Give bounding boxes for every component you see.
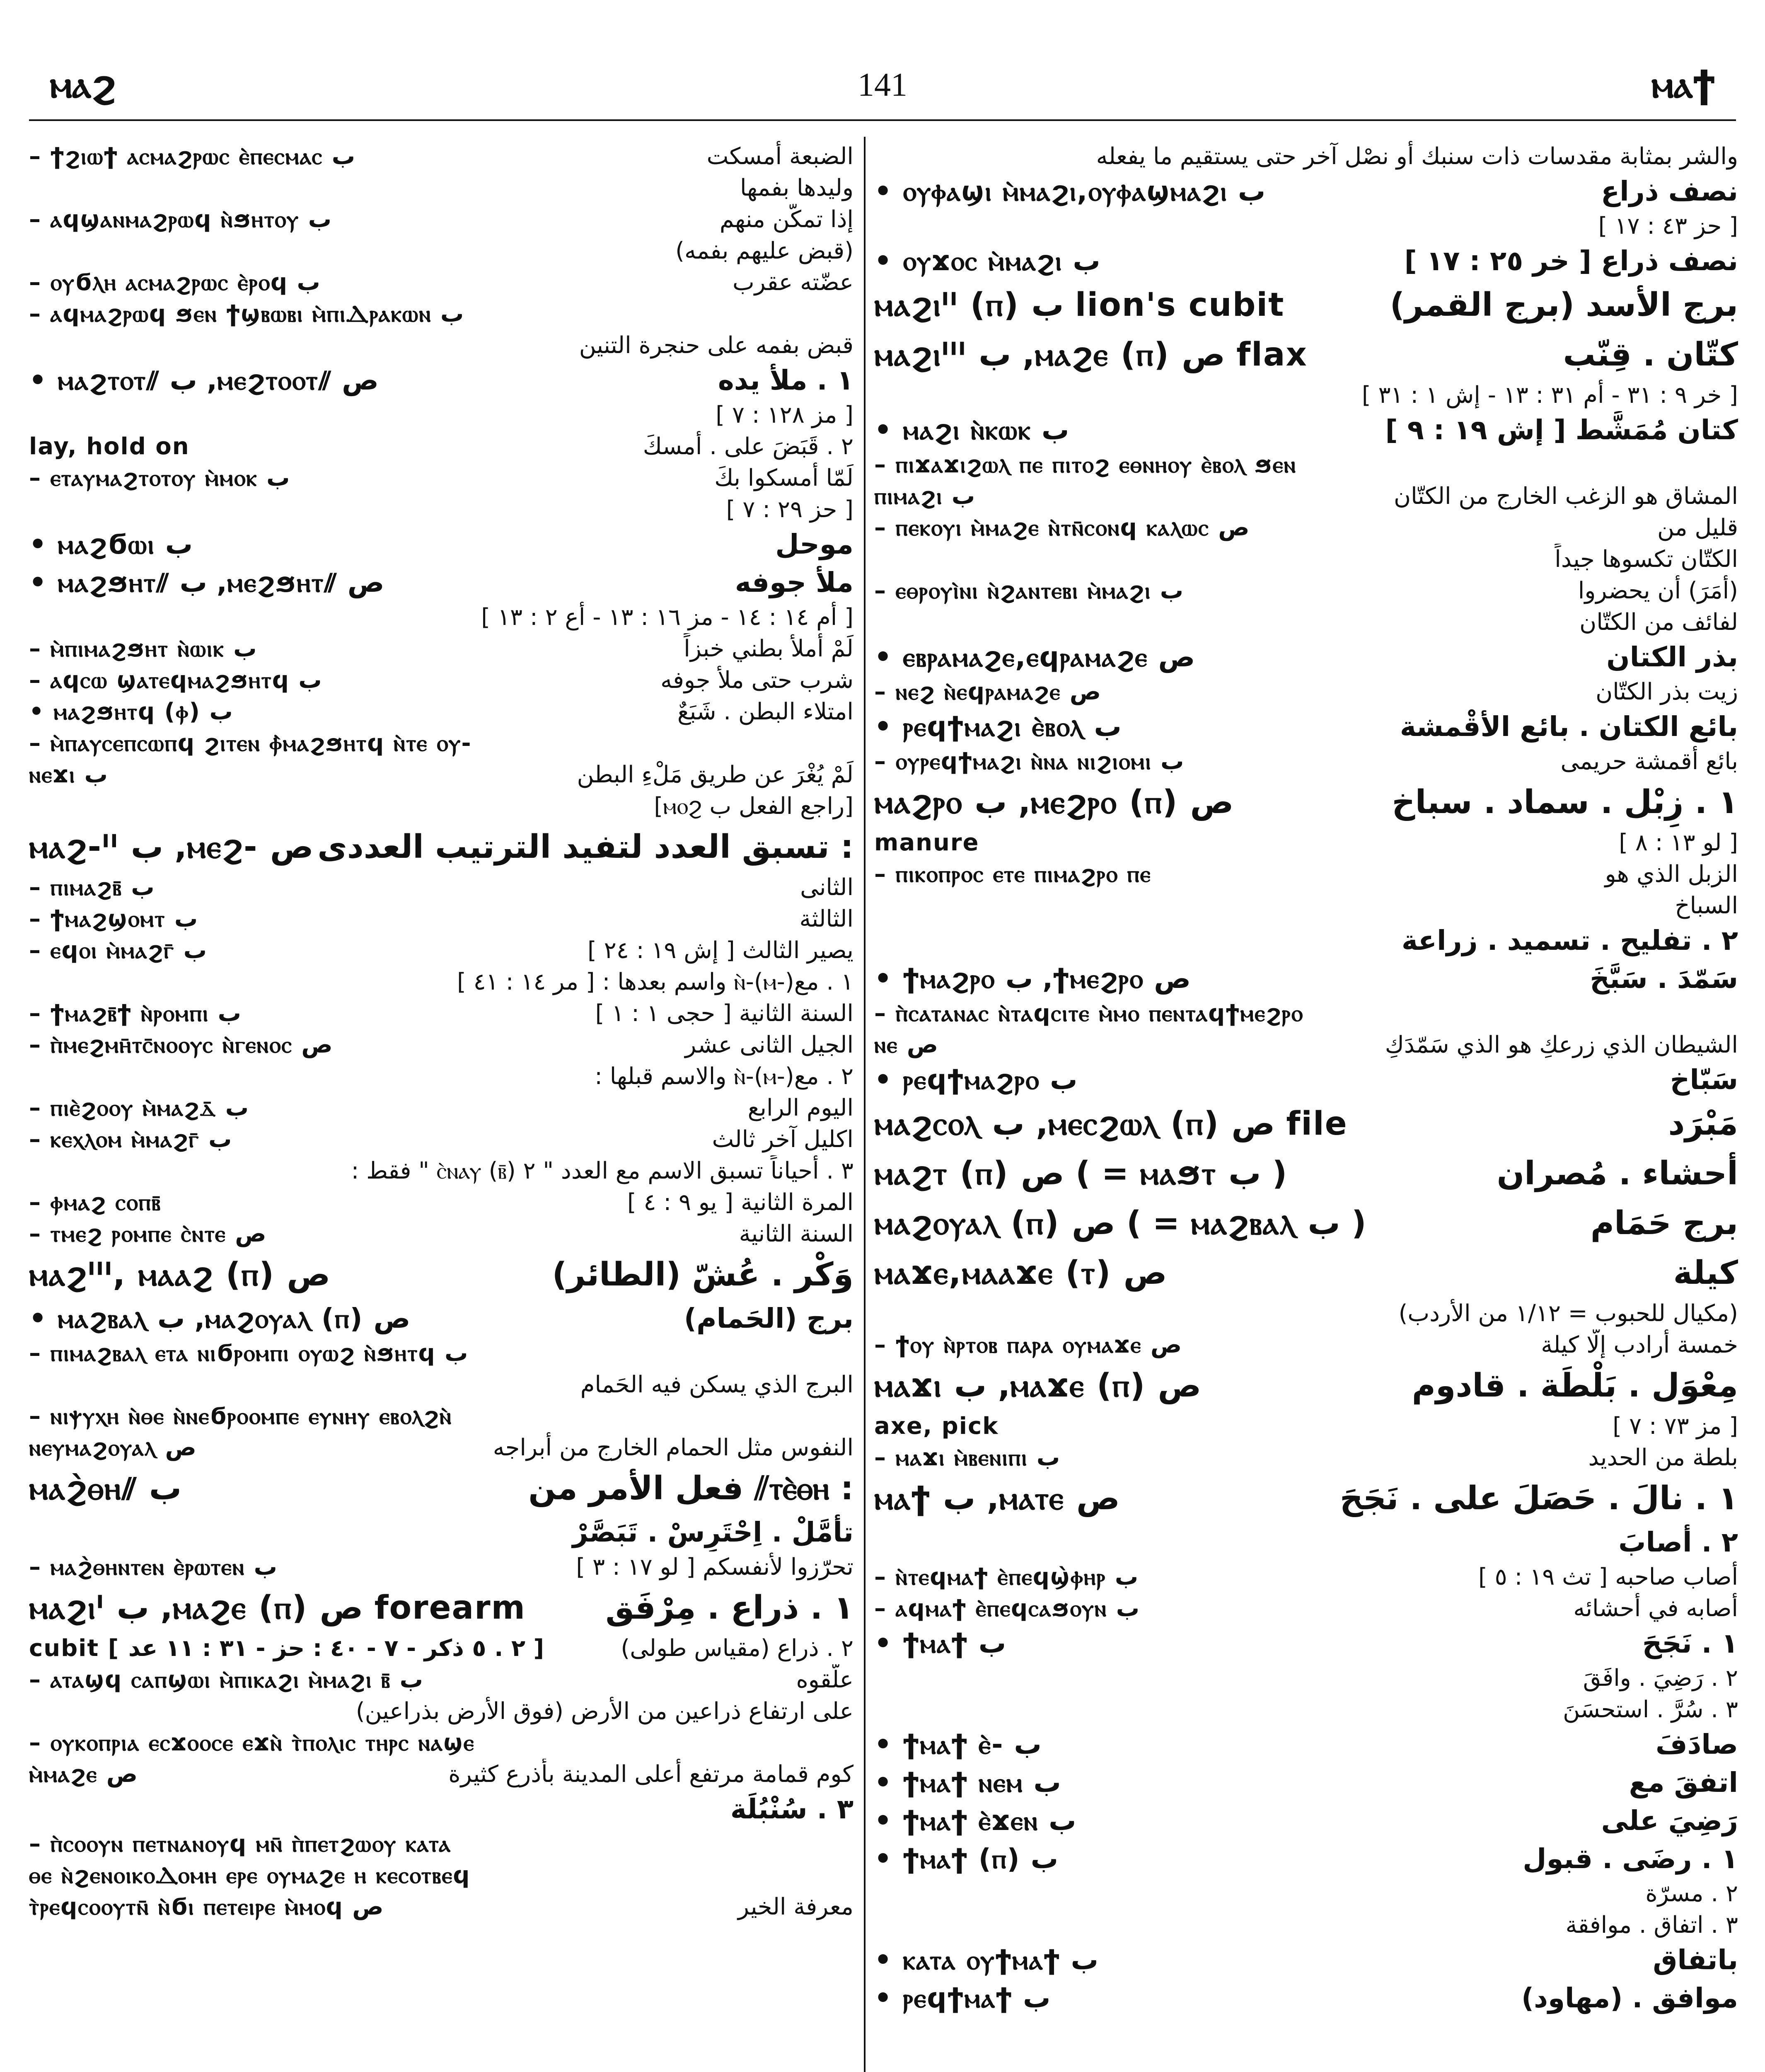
entry-line — [29, 633, 853, 665]
entry-line — [874, 746, 1738, 777]
coptic-text: • ⲙⲁϩϭⲱⲓ ب — [29, 528, 193, 560]
coptic-text: • ⲣⲉϥϯⲙⲁϩⲓ ⲉ̀ⲃⲟⲗ ب — [874, 711, 1122, 743]
entry-line — [29, 330, 853, 361]
arabic-text: ٢ . تفليح . تسميد . زراعة — [1401, 925, 1738, 956]
arabic-text: بذر الكتان — [1606, 641, 1738, 673]
coptic-text: – ⲡ̀ⲙⲉϩⲙⲏ̄ⲧⲥ̄ⲛⲟⲟⲩⲥ ⲛ̀ⲅⲉⲛⲟⲥ ص — [29, 1031, 333, 1058]
entry-line — [29, 1828, 853, 1860]
entry-line — [874, 859, 1738, 890]
arabic-text: ١ . مع(-ⲙ)-ⲛ̀ واسم بعدها : [ مر ١٤ : ٤١ ] — [457, 968, 853, 995]
arabic-text: اتفقَ مع — [1629, 1767, 1738, 1798]
arabic-text: مَبْرَد — [1668, 1105, 1738, 1143]
entry-line — [874, 280, 1738, 330]
entry-line — [874, 827, 1738, 859]
entry-line — [874, 1979, 1738, 2017]
entry-line — [29, 235, 853, 267]
entry-line — [874, 544, 1738, 575]
entry-line — [874, 330, 1738, 380]
coptic-text: – ⲁϥⲙⲁϯ ⲉ̀ⲡⲉϥⲥⲁϧⲟⲩⲛ ب — [874, 1595, 1139, 1622]
entry-line — [874, 141, 1738, 172]
arabic-text: ٣ . اتفاق . موافقة — [1565, 1912, 1738, 1939]
coptic-text: • ϯⲙⲁϯ ⲉ̀ϫⲉⲛ ب — [874, 1805, 1076, 1837]
page-number: 141 — [858, 67, 907, 103]
entry-line — [874, 1061, 1738, 1099]
entry-line — [29, 399, 853, 431]
arabic-text: خمسة أرادب إلّا كيلة — [1541, 1331, 1738, 1358]
arabic-text: [ مز ٧٣ : ٧ ] — [1613, 1413, 1738, 1440]
arabic-text: [راجع الفعل ب ⲙⲟϩ] — [654, 793, 853, 820]
coptic-text: – ⲉϥⲟⲓ ⲙ̀ⲙⲁϩⲅ̄ ب — [29, 937, 207, 964]
header-right-guide-word: ⲙⲁϯ — [1651, 62, 1715, 107]
arabic-text: الكتّان تكسوها جيداً — [1555, 546, 1738, 573]
arabic-text: الضبعة أمسكت — [706, 143, 853, 170]
coptic-text: – ⲁⲧⲁϣϥ ⲥⲁⲡϣⲱⲓ ⲙ̀ⲡⲓⲕⲁϩⲓ ⲙ̀ⲙⲁϩⲓ ⲃ̄ ب — [29, 1666, 423, 1693]
entry-line — [29, 1124, 853, 1155]
entry-line — [29, 728, 853, 759]
arabic-text: نصف ذراع [ خر ٢٥ : ١٧ ] — [1404, 245, 1738, 277]
entry-line — [874, 1099, 1738, 1149]
arabic-text: اليوم الرابع — [747, 1094, 853, 1121]
entry-line — [874, 960, 1738, 998]
arabic-text: موحل — [775, 528, 853, 560]
arabic-text: والشر بمثابة مقدسات ذات سنبك أو نصْل آخر حتى يستقيم ما يفعله — [1096, 143, 1738, 170]
entry-line — [874, 1878, 1738, 1910]
coptic-text: – ⲁϥⲥⲱ ϣⲁⲧⲉϥⲙⲁϩϧⲏⲧϥ ب — [29, 667, 322, 694]
entry-line — [29, 564, 853, 602]
coptic-text: manure — [874, 829, 979, 856]
arabic-text: ١ . رضَى . قبول — [1523, 1843, 1738, 1875]
arabic-text: صادَفَ — [1655, 1728, 1738, 1760]
coptic-text: ⲛⲉⲩⲙⲁϩⲟⲩⲁⲗ ص — [29, 1434, 196, 1461]
coptic-text: ⲙⲁϩ-ᴵᴵ ب ,ⲙⲉϩ- ص — [29, 828, 314, 866]
entry-line — [874, 512, 1738, 544]
coptic-text: – ⲉⲧⲁⲩⲙⲁϩⲧⲟⲧⲟⲩ ⲙ̀ⲙⲟⲕ ب — [29, 465, 290, 491]
coptic-text: ⲙⲁϩⲟⲩⲁⲗ (ⲡ) ص ( = ⲙⲁϩⲃⲁⲗ ب ) — [874, 1205, 1366, 1242]
arabic-text: سَبّاخ — [1670, 1064, 1738, 1096]
arabic-text: اكليل آخر ثالث — [712, 1126, 853, 1153]
arabic-text: ٢ . أصابَ — [1618, 1526, 1738, 1558]
arabic-text: شرب حتى ملأ جوفه — [660, 667, 853, 694]
entry-line — [29, 935, 853, 966]
arabic-text: [ أم ١٤ : ١٤ - مز ١٦ : ١٣ - أع ٢ : ١٣ ] — [481, 604, 853, 631]
entry-line — [29, 1583, 853, 1633]
arabic-text: علّقوه — [796, 1666, 853, 1693]
coptic-text: ⲙⲁϩⲥⲟⲗ ب ,ⲙⲉⲥϩⲱⲗ (ⲡ) ص file — [874, 1105, 1348, 1143]
entry-line — [29, 298, 853, 330]
arabic-text: ١ . نالَ . حَصَلَ على . نَجَحَ — [1339, 1480, 1738, 1517]
coptic-text: – ⲡⲉⲕⲟⲩⲓ ⲙ̀ⲙⲁϩⲉ ⲛ̀ⲧⲛ̄ⲥⲟⲛϥ ⲕⲁⲗⲱⲥ ص — [874, 514, 1250, 541]
entry-line — [874, 411, 1738, 449]
entry-line — [874, 1910, 1738, 1941]
coptic-text: – ϯⲙⲁϩⲃ̄ϯ ⲛ̀ⲣⲟⲙⲡⲓ ب — [29, 1000, 241, 1027]
arabic-text: ٢ . رَضِيَ . وافَقَ — [1583, 1665, 1738, 1692]
entry-line — [874, 575, 1738, 607]
coptic-text: • ⲙⲁϩⲧⲟⲧ⫽ ب ,ⲙⲉϩⲧⲟⲟⲧ⫽ ص — [29, 364, 379, 396]
arabic-text: الزبل الذي هو — [1605, 861, 1738, 888]
arabic-text: بائع الكتان . بائع الأقْمشة — [1400, 711, 1738, 743]
coptic-text: ⲙⲁϩⲓᴵ ب ,ⲙⲁϩⲉ (ⲡ) ص forearm — [29, 1589, 526, 1627]
coptic-text: – ⲡ̀ⲥⲁⲧⲁⲛⲁⲥ ⲛ̀ⲧⲁϥⲥⲓⲧⲉ ⲙ̀ⲙⲟ ⲡⲉⲛⲧⲁϥϯⲙⲉϩⲣⲟ — [874, 1000, 1303, 1027]
entry-line — [874, 1523, 1738, 1561]
entry-line — [29, 1891, 853, 1923]
entry-line — [874, 922, 1738, 960]
arabic-text: ٢ . مع(-ⲙ)-ⲛ̀ والاسم قبلها : — [595, 1063, 853, 1090]
coptic-text: – ⲙ̀ⲡⲁⲩⲥⲉⲡⲥⲱⲡϥ ϩⲓⲧⲉⲛ ⲫ̀ⲙⲁϩϧⲏⲧϥ ⲛ̀ⲧⲉ ⲟⲩ- — [29, 730, 472, 757]
arabic-text: [ لو ١٣ : ٨ ] — [1619, 829, 1738, 856]
coptic-text: ⲙⲁϫⲉ,ⲙⲁⲁϫⲉ (ⲧ) ص — [874, 1254, 1167, 1292]
arabic-text: ٣ . سُرَّ . استحسَنَ — [1563, 1696, 1738, 1723]
arabic-text: ٣ . سُنْبُلَة — [730, 1793, 853, 1825]
entry-line — [29, 602, 853, 633]
arabic-text: باتفاق — [1653, 1944, 1738, 1976]
arabic-text: الشيطان الذي زرعكِ هو الذي سَمّدَكِ — [1385, 1031, 1738, 1058]
entry-line — [874, 890, 1738, 922]
entry-line — [29, 494, 853, 525]
entry-line — [29, 267, 853, 298]
entry-line — [874, 1593, 1738, 1624]
entry-line — [874, 380, 1738, 411]
entry-line — [29, 696, 853, 728]
entry-line — [874, 1329, 1738, 1361]
arabic-text: كتان مُمَشَّط [ إش ١٩ : ٩ ] — [1385, 414, 1738, 446]
left-column — [29, 141, 853, 2072]
entry-line — [29, 462, 853, 494]
arabic-text: معرفة الخير — [737, 1893, 853, 1920]
coptic-text: – ⲡⲓⲙⲁϩⲃⲁⲗ ⲉⲧⲁ ⲛⲓϭⲣⲟⲙⲡⲓ ⲟⲩⲱϩ ⲛ̀ϧⲏⲧϥ ب — [29, 1340, 468, 1367]
arabic-text: مِعْوَل . بَلْطَة . قادوم — [1412, 1367, 1738, 1404]
entry-line — [29, 1633, 853, 1664]
coptic-text: axe, pick — [874, 1413, 999, 1440]
coptic-text: • ϯⲙⲁϩⲣⲟ ب ,ϯⲙⲉϩⲣⲟ ص — [874, 963, 1191, 995]
coptic-text: – ⲡⲓⲙⲁϩⲃ̄ ب — [29, 874, 155, 901]
entry-line — [874, 1474, 1738, 1523]
arabic-text: أحشاء . مُصران — [1497, 1155, 1738, 1192]
coptic-text: ⲙⲁϩⲧ (ⲡ) ص ( = ⲙⲁϧⲧ ب ) — [874, 1155, 1287, 1192]
entry-line — [29, 822, 853, 872]
arabic-text: عضّته عقرب — [732, 269, 853, 296]
entry-line — [29, 1092, 853, 1124]
coptic-text: – ⲡ̀ⲥⲟⲟⲩⲛ ⲡⲉⲧⲛⲁⲛⲟⲩϥ ⲙⲛ̄ ⲡ̀ⲡⲉⲧϩⲱⲟⲩ ⲕⲁⲧⲁ — [29, 1830, 452, 1857]
arabic-text: ١ . ملأ يده — [718, 364, 853, 396]
entry-line — [874, 1941, 1738, 1979]
entry-line — [29, 791, 853, 822]
entry-line — [29, 1401, 853, 1432]
arabic-text: الثالثة — [799, 905, 853, 932]
entry-line — [874, 1149, 1738, 1198]
entry-line — [874, 1248, 1738, 1298]
entry-line — [874, 1840, 1738, 1878]
coptic-text: – ⲛⲉϩ ⲛ̀ⲉϥⲣⲁⲙⲁϩⲉ ص — [874, 678, 1101, 705]
arabic-text: ١ . زِبْل . سماد . سباخ — [1392, 784, 1738, 821]
entry-line — [874, 1361, 1738, 1411]
entry-line — [874, 607, 1738, 638]
coptic-text: • ϯⲙⲁϯ (ⲡ) ب — [874, 1843, 1059, 1875]
entry-line — [29, 204, 853, 235]
coptic-text: ⲙⲁϩ̀ⲑⲏ⫽ ب — [29, 1470, 182, 1507]
right-column — [874, 141, 1738, 2072]
coptic-text: ⲧ̀ⲣⲉϥⲥⲟⲟⲩⲧⲛ̄ ⲛ̀ϭⲓ ⲡⲉⲧⲉⲓⲣⲉ ⲙ̀ⲙⲟϥ ص — [29, 1893, 384, 1920]
coptic-text: • ⲉⲃⲣⲁⲙⲁϩⲉ,ⲉϥⲣⲁⲙⲁϩⲉ ص — [874, 641, 1195, 673]
arabic-text: النفوس مثل الحمام الخارج من أبراجه — [493, 1434, 853, 1461]
entry-line — [29, 1338, 853, 1369]
arabic-text: رَضِيَ على — [1601, 1805, 1738, 1837]
coptic-text: – ϯⲟⲩ ⲛ̀ⲣⲧⲟⲃ ⲡⲁⲣⲁ ⲟⲩⲙⲁϫⲉ ص — [874, 1331, 1182, 1358]
arabic-text: المرة الثانية [ يو ٩ : ٤ ] — [627, 1189, 853, 1216]
entry-line — [874, 676, 1738, 708]
entry-line — [29, 1513, 853, 1552]
coptic-text: • ⲙⲁϩⲃⲁⲗ ب ,ⲙⲁϩⲟⲩⲁⲗ (ⲡ) ص — [29, 1302, 411, 1334]
entry-line — [874, 777, 1738, 827]
arabic-text: السنة الثانية [ حجى ١ : ١ ] — [595, 1000, 853, 1027]
coptic-text: • ⲣⲉϥϯⲙⲁϯ ب — [874, 1982, 1051, 2014]
arabic-text: أصاب صاحبه [ تث ١٩ : ٥ ] — [1478, 1564, 1738, 1590]
arabic-text: كتّان . قِنّب — [1563, 336, 1738, 373]
entry-line — [29, 1727, 853, 1759]
arabic-text: على ارتفاع ذراعين من الأرض (فوق الأرض بذراعين) — [355, 1698, 853, 1725]
entry-line — [29, 1218, 853, 1250]
entry-line — [874, 481, 1738, 512]
coptic-text: ⲛⲉ ص — [874, 1031, 938, 1058]
arabic-text: ٣ . أحياناً تسبق الاسم مع العدد " ٢ (ⲃ̄) ⲥ̀ⲛⲁⲩ " فقط : — [351, 1157, 853, 1184]
arabic-text: كوم قمامة مرتفع أعلى المدينة بأذرع كثيرة — [448, 1761, 853, 1788]
entry-line — [29, 1759, 853, 1790]
arabic-text: إذا تمكّن منهم — [719, 206, 853, 233]
arabic-text: ٢ . قَبَضَ على . أمسكَ — [643, 433, 853, 460]
arabic-text: بائع أقمشة حريمى — [1560, 748, 1738, 775]
entry-line — [29, 966, 853, 998]
entry-line — [29, 1696, 853, 1727]
entry-line — [29, 1155, 853, 1187]
entry-line — [29, 1187, 853, 1218]
entry-line — [874, 1764, 1738, 1802]
entry-line — [874, 1298, 1738, 1329]
arabic-text: كيلة — [1673, 1254, 1738, 1292]
arabic-text: : ⲧⲉ̀ⲑⲏ⫽ فعل الأمر من — [528, 1470, 853, 1507]
coptic-text: • ϯⲙⲁϯ ⲉ̀- ب — [874, 1728, 1042, 1760]
coptic-text: • ϯⲙⲁϯ ⲛⲉⲙ ب — [874, 1767, 1061, 1798]
entry-line — [874, 1411, 1738, 1442]
coptic-text: • ⲙⲁϩϧⲏⲧϥ (ⲫ) ب — [29, 698, 233, 725]
entry-line — [29, 903, 853, 935]
entry-line — [874, 449, 1738, 481]
arabic-text: ٢ . ذراع (مقياس طولى) — [621, 1635, 853, 1662]
arabic-text: [ حز ٢٩ : ٧ ] — [726, 496, 853, 523]
entry-line — [874, 638, 1738, 676]
coptic-text: – ⲉⲑⲣⲟⲩⲓ̀ⲛⲓ ⲛ̀ϩⲁⲛⲧⲉⲃⲓ ⲙ̀ⲙⲁϩⲓ ب — [874, 577, 1184, 604]
coptic-text: • ⲣⲉϥϯⲙⲁϩⲣⲟ ب — [874, 1064, 1078, 1096]
coptic-text: ⲙⲁϯ ب ,ⲙⲁⲧⲉ ص — [874, 1480, 1120, 1517]
entry-line — [29, 759, 853, 791]
entry-line — [29, 431, 853, 462]
coptic-text: – ⲙ̀ⲡⲓⲙⲁϩϧⲏⲧ ⲛ̀ⲱⲓⲕ ب — [29, 635, 257, 662]
arabic-text: برج (الحَمام) — [684, 1302, 853, 1334]
coptic-text: lay, hold on — [29, 433, 190, 460]
arabic-text: ١ . ذراع . مِرْفَق — [605, 1589, 853, 1627]
arabic-text: موافق . (مهاود) — [1521, 1982, 1738, 2014]
arabic-text: نصف ذراع — [1601, 175, 1738, 207]
entry-line — [29, 525, 853, 564]
arabic-text: [ مز ١٢٨ : ٧ ] — [716, 402, 853, 428]
arabic-text: ملأ جوفه — [735, 566, 853, 598]
coptic-text: – ⲕⲉⲭⲗⲟⲙ ⲙ̀ⲙⲁϩⲅ̄ ب — [29, 1126, 232, 1153]
arabic-text: قليل من — [1657, 514, 1738, 541]
coptic-text: – ⲛ̀ⲧⲉϥⲙⲁϯ ⲉ̀ⲡⲉϥϣ̀ⲫⲏⲣ ب — [874, 1564, 1139, 1590]
entry-line — [874, 1442, 1738, 1474]
entry-line — [29, 1369, 853, 1401]
arabic-text: تحرّزوا لأنفسكم [ لو ١٧ : ٣ ] — [576, 1554, 853, 1581]
arabic-text: قبض بفمه على حنجرة التنين — [579, 332, 853, 359]
arabic-text: وَكْر . عُشّ (الطائر) — [552, 1256, 853, 1293]
arabic-text: امتلاء البطن . شَبَعٌ — [677, 698, 853, 725]
entry-line — [29, 1300, 853, 1338]
entry-line — [29, 872, 853, 903]
coptic-text: • ⲙⲁϩⲓ ⲛ̀ⲕⲱⲕ ب — [874, 414, 1069, 446]
entry-line — [29, 1790, 853, 1828]
coptic-text: • ϯⲙⲁϯ ب — [874, 1627, 1006, 1659]
coptic-text: ⲙⲁϩⲣⲟ ب ,ⲙⲉϩⲣⲟ (ⲡ) ص — [874, 784, 1234, 821]
arabic-text: : تسبق العدد لتفيد الترتيب العددى — [317, 828, 853, 866]
coptic-text: – ⲛⲓⲯⲩⲭⲏ ⲛ̀ⲑⲉ ⲛ̀ⲛⲉϭⲣⲟⲟⲙⲡⲉ ⲉⲩⲛⲏⲩ ⲉⲃⲟⲗϩⲛ̀ — [29, 1403, 452, 1430]
entry-line — [29, 1029, 853, 1061]
arabic-text: زيت بذر الكتّان — [1596, 678, 1738, 705]
coptic-text: – ⲟⲩⲕⲟⲡⲣⲓⲁ ⲉⲥϫⲟⲟⲥⲉ ⲉϫⲛ̀ ⲧ̀ⲡⲟⲗⲓⲥ ⲧⲏⲣⲥ ⲛⲁϣⲉ — [29, 1729, 475, 1756]
arabic-text: تأمَّلْ . اِحْتَرِسْ . تَبَصَّرْ — [572, 1516, 853, 1548]
arabic-text: لَمْ يُغْرَ عن طريق مَلْءِ البطن — [577, 761, 853, 788]
arabic-text: [ حز ٤٣ : ١٧ ] — [1598, 213, 1738, 240]
coptic-text: – ⲙⲁϫⲓ ⲙ̀ⲃⲉⲛⲓⲡⲓ ب — [874, 1444, 1060, 1471]
coptic-text: cubit [ ٢ . ٥ ذكر - ٧ - ٤٠ : حز - ٣١ : ١١ عد ] — [29, 1635, 545, 1662]
coptic-text: – ⲟⲩⲣⲉϥϯⲙⲁϩⲓ ⲛ̀ⲛⲁ ⲛⲓϩⲓⲟⲙⲓ ب — [874, 748, 1184, 775]
arabic-text: سَمّدَ . سَبَّخَ — [1590, 963, 1738, 995]
entry-line — [874, 1029, 1738, 1061]
coptic-text: – ⲧⲙⲉϩ ⲣⲟⲙⲡⲉ ⲥ̀ⲛⲧⲉ ص — [29, 1220, 266, 1247]
entry-line — [874, 1802, 1738, 1840]
arabic-text: الثانى — [800, 874, 853, 901]
entry-line — [874, 1663, 1738, 1694]
coptic-text: ⲑⲉ ⲛ̀ϩⲉⲛⲟⲓⲕⲟⲆⲟⲙⲏ ⲉⲣⲉ ⲟⲩⲙⲁϩⲉ ⲏ ⲕⲉⲥⲟⲧⲃⲉϥ — [29, 1862, 471, 1889]
arabic-text: لفائف من الكتّان — [1579, 609, 1738, 636]
coptic-text: ⲙⲁϫⲓ ب ,ⲙⲁϫⲉ (ⲡ) ص — [874, 1367, 1202, 1404]
header-rule — [29, 119, 1736, 121]
entry-line — [874, 708, 1738, 746]
coptic-text: – ⲟⲩϭⲗⲏ ⲁⲥⲙⲁϩⲣⲱⲥ ⲉ̀ⲣⲟϥ ب — [29, 269, 320, 296]
entry-line — [874, 1726, 1738, 1764]
entry-line — [874, 1694, 1738, 1726]
coptic-text: – ⲡⲓⲉ̀ϩⲟⲟⲩ ⲙ̀ⲙⲁϩⲇ̄ ب — [29, 1094, 249, 1121]
entry-line — [874, 1198, 1738, 1248]
coptic-text: ⲙⲁϩᴵᴵᴵ, ⲙⲁⲁϩ (ⲡ) ص — [29, 1256, 331, 1293]
coptic-text: – ⲡⲓϫⲁϫⲓϩⲱⲗ ⲡⲉ ⲡⲓⲧⲟϩ ⲉⲑⲛⲏⲟⲩ ⲉ̀ⲃⲟⲗ ϧⲉⲛ — [874, 451, 1297, 478]
coptic-text: ⲙⲁϩⲓᴵᴵ (ⲡ) ب lion's cubit — [874, 286, 1285, 324]
entry-line — [29, 1432, 853, 1464]
entry-line — [29, 1464, 853, 1513]
entry-line — [29, 665, 853, 696]
entry-line — [29, 172, 853, 204]
coptic-text: • ⲙⲁϩϧⲏⲧ⫽ ب ,ⲙⲉϩϧⲏⲧ⫽ ص — [29, 566, 384, 598]
arabic-text: السنة الثانية — [739, 1220, 853, 1247]
arabic-text: ١ . نَجَحَ — [1642, 1627, 1738, 1659]
arabic-text: [ خر ٩ : ٣١ - أم ٣١ : ١٣ - إش ١ : ٣١ ] — [1361, 382, 1738, 409]
coptic-text: – ⲙⲁϩ̀ⲑⲏⲛⲧⲉⲛ ⲉ̀ⲣⲱⲧⲉⲛ ب — [29, 1554, 277, 1581]
arabic-text: الجيل الثانى عشر — [685, 1031, 853, 1058]
entry-line — [874, 211, 1738, 242]
arabic-text: (أمَرَ) أن يحضروا — [1578, 577, 1738, 604]
entry-line — [29, 1552, 853, 1583]
coptic-text: • ⲕⲁⲧⲁ ⲟⲩϯⲙⲁϯ ب — [874, 1944, 1098, 1976]
coptic-text: – ϯⲙⲁϩϣⲟⲙⲧ ب — [29, 905, 198, 932]
entry-line — [874, 1561, 1738, 1593]
entry-line — [874, 242, 1738, 280]
coptic-text: ⲛⲉϫⲓ ب — [29, 761, 108, 788]
header-left-guide-word: ⲙⲁϩ — [50, 62, 116, 107]
entry-line — [29, 1061, 853, 1092]
coptic-text: – ⲁϥϣⲁⲛⲙⲁϩⲣⲱϥ ⲛ̀ϧⲏⲧⲟⲩ ب — [29, 206, 332, 233]
coptic-text: • ⲟⲩⲫⲁϣⲓ ⲙ̀ⲙⲁϩⲓ,ⲟⲩⲫⲁϣⲙⲁϩⲓ ب — [874, 175, 1266, 207]
arabic-text: البرج الذي يسكن فيه الحَمام — [580, 1371, 853, 1398]
coptic-text: ⲙⲁϩⲓᴵᴵᴵ ب ,ⲙⲁϩⲉ (ⲡ) ص flax — [874, 336, 1308, 373]
arabic-text: المشاق هو الزغب الخارج من الكتّان — [1393, 483, 1738, 510]
coptic-text: – ⲡⲓⲕⲟⲡⲣⲟⲥ ⲉⲧⲉ ⲡⲓⲙⲁϩⲣⲟ ⲡⲉ — [874, 861, 1151, 888]
arabic-text: لَمْ أملأ بطني خبزاً — [684, 635, 853, 662]
coptic-text: ⲡⲓⲙⲁϩⲓ ب — [874, 483, 975, 510]
arabic-text: أصابه في أحشائه — [1573, 1595, 1738, 1622]
coptic-text: – ⲫⲙⲁϩ ⲥⲟⲡⲃ̄ — [29, 1189, 162, 1216]
entry-line — [29, 141, 853, 172]
arabic-text: يصير الثالث [ إش ١٩ : ٢٤ ] — [588, 937, 853, 964]
entry-line — [874, 1624, 1738, 1663]
coptic-text: – ⲁϥⲙⲁϩⲣⲱϥ ϧⲉⲛ ϯϣⲃⲱⲃⲓ ⲙ̀ⲡⲓⲆⲣⲁⲕⲱⲛ ب — [29, 300, 464, 327]
coptic-text: – ϯϩⲓⲱϯ ⲁⲥⲙⲁϩⲣⲱⲥ ⲉ̀ⲡⲉⲥⲙⲁⲥ ب — [29, 143, 355, 170]
coptic-text: • ⲟⲩϫⲟⲥ ⲙ̀ⲙⲁϩⲓ ب — [874, 245, 1100, 277]
arabic-text: برج حَمَام — [1590, 1205, 1738, 1242]
arabic-text: (مكيال للحبوب = ١/١٢ من الأردب) — [1398, 1300, 1738, 1327]
entry-line — [29, 998, 853, 1029]
arabic-text: برج الأسد (برج القمر) — [1390, 286, 1738, 324]
arabic-text: ٢ . مسرّة — [1645, 1880, 1738, 1907]
arabic-text: وليدها بفمها — [740, 174, 853, 201]
arabic-text: (قبض عليهم بفمه) — [675, 237, 853, 264]
entry-line — [874, 172, 1738, 211]
column-divider — [864, 137, 866, 2072]
entry-line — [29, 1860, 853, 1891]
arabic-text: بلطة من الحديد — [1588, 1444, 1738, 1471]
arabic-text: لَمّا أمسكوا بكَ — [714, 465, 853, 491]
entry-line — [29, 361, 853, 399]
coptic-text: ⲙ̀ⲙⲁϩⲉ ص — [29, 1761, 138, 1788]
entry-line — [29, 1250, 853, 1300]
arabic-text: السباخ — [1675, 892, 1738, 919]
entry-line — [29, 1664, 853, 1696]
entry-line — [874, 998, 1738, 1029]
